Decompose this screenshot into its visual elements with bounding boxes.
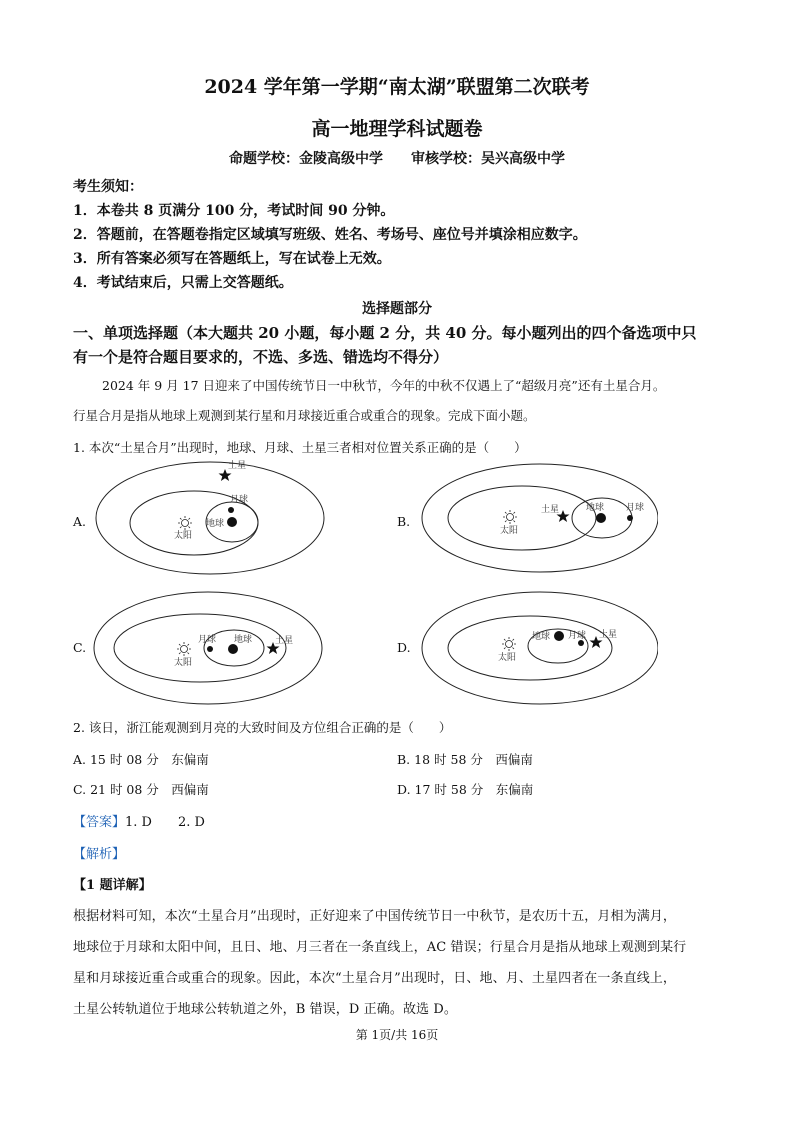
earth-dot bbox=[596, 513, 606, 523]
orbit-diagram-d bbox=[418, 588, 658, 708]
outer-orbit bbox=[422, 592, 658, 704]
proposer-school: 命题学校：金陵高级中学 bbox=[229, 151, 383, 167]
sun-icon bbox=[503, 510, 517, 524]
earth-label: 地球 bbox=[206, 519, 225, 529]
question-2-option-b: B. 18 时 58 分 西偏南 bbox=[397, 752, 533, 767]
answer-tag: 【答案】 bbox=[73, 815, 126, 830]
option-d-label: D. bbox=[397, 640, 411, 655]
earth-label: 地球 bbox=[532, 632, 551, 642]
earth-label: 地球 bbox=[586, 503, 605, 513]
orbit-diagram-b bbox=[418, 460, 658, 580]
material-line1: 2024 年 9 月 17 日迎来了中国传统节日一中秋节，今年的中秋不仅遇上了“超级月亮”还有土星合月。 bbox=[102, 378, 666, 393]
moon-label: 月球 bbox=[198, 635, 217, 645]
moon-label: 月球 bbox=[568, 631, 587, 641]
moon-label: 月球 bbox=[230, 495, 249, 505]
analysis-tag: 【解析】 bbox=[73, 847, 126, 862]
part-heading-line1: 一、单项选择题（本大题共 20 小题，每小题 2 分，共 40 分。每小题列出的四个备选项中只 bbox=[73, 324, 697, 342]
saturn-label: 土星 bbox=[228, 461, 247, 471]
saturn-label: 土星 bbox=[275, 636, 294, 646]
earth-dot bbox=[554, 631, 564, 641]
earth-orbit bbox=[448, 486, 596, 550]
moon-dot bbox=[627, 515, 633, 521]
analysis-line: 星和月球接近重合或重合的现象。因此，本次“土星合月”出现时，日、地、月、土星四者在一条直线上， bbox=[73, 971, 676, 986]
outer-orbit bbox=[422, 464, 658, 572]
sun-label: 太阳 bbox=[500, 526, 519, 536]
section-title: 选择题部分 bbox=[362, 301, 432, 317]
option-a-label: A. bbox=[73, 514, 87, 529]
question-2-option-c: C. 21 时 08 分 西偏南 bbox=[73, 782, 209, 797]
notice-item: 3．所有答案必须写在答题纸上，写在试卷上无效。 bbox=[73, 251, 391, 267]
sun-icon bbox=[502, 637, 516, 651]
sun-icon bbox=[178, 516, 192, 530]
question-2-option-d: D. 17 时 58 分 东偏南 bbox=[397, 782, 534, 797]
reviewer-school: 审核学校：吴兴高级中学 bbox=[411, 151, 565, 167]
question-2-option-a: A. 15 时 08 分 东偏南 bbox=[73, 752, 209, 767]
notice-item: 1．本卷共 8 页满分 100 分，考试时间 90 分钟。 bbox=[73, 203, 395, 219]
exam-title: 2024 学年第一学期“南太湖”联盟第二次联考 bbox=[204, 76, 590, 98]
moon-dot bbox=[207, 646, 213, 652]
school-info bbox=[0, 148, 794, 168]
orbit-diagram-c bbox=[92, 588, 332, 708]
moon-label: 月球 bbox=[626, 503, 645, 513]
question-1-stem: 1. 本次“土星合月”出现时，地球、月球、土星三者相对位置关系正确的是（ ） bbox=[73, 440, 527, 455]
notice-item: 4．考试结束后，只需上交答题纸。 bbox=[73, 275, 293, 291]
analysis-line: 土星公转轨道位于地球公转轨道之外，B 错误，D 正确。故选 D。 bbox=[73, 1002, 457, 1017]
answer-line bbox=[73, 811, 205, 830]
earth-orbit bbox=[114, 614, 286, 682]
analysis-line: 地球位于月球和太阳中间，且日、地、月三者在一条直线上，AC 错误；行星合月是指从地球上观测到某行 bbox=[73, 940, 687, 955]
notice-heading: 考生须知： bbox=[73, 179, 143, 195]
orbit-diagram-a bbox=[92, 458, 332, 578]
notice-item: 2．答题前，在答题卷指定区域填写班级、姓名、考场号、座位号并填涂相应数字。 bbox=[73, 227, 587, 243]
earth-dot bbox=[227, 517, 237, 527]
saturn-label: 土星 bbox=[599, 630, 618, 640]
page-number: 第 1页/共 16页 bbox=[355, 1028, 439, 1042]
material-line2: 行星合月是指从地球上观测到某行星和月球接近重合或重合的现象。完成下面小题。 bbox=[73, 408, 536, 423]
sun-label: 太阳 bbox=[498, 653, 517, 663]
option-c-label: C. bbox=[73, 640, 87, 655]
sun-label: 太阳 bbox=[174, 531, 193, 541]
moon-dot bbox=[228, 507, 234, 513]
sun-icon bbox=[177, 642, 191, 656]
part-heading-line2: 有一个是符合题目要求的，不选、多选、错选均不得分） bbox=[73, 348, 449, 366]
option-b-label: B. bbox=[397, 514, 411, 529]
question-2-stem: 2. 该日，浙江能观测到月亮的大致时间及方位组合正确的是（ ） bbox=[73, 720, 452, 735]
detail-title: 【1 题详解】 bbox=[73, 878, 152, 893]
answer-text: 1. D 2. D bbox=[125, 815, 205, 830]
exam-subtitle: 高一地理学科试题卷 bbox=[311, 118, 483, 140]
earth-dot bbox=[228, 644, 238, 654]
earth-label: 地球 bbox=[234, 635, 253, 645]
analysis-line: 根据材料可知，本次“土星合月”出现时，正好迎来了中国传统节日一中秋节，是农历十五，月相为满月， bbox=[73, 909, 676, 924]
sun-label: 太阳 bbox=[174, 658, 193, 668]
saturn-label: 土星 bbox=[541, 505, 560, 515]
